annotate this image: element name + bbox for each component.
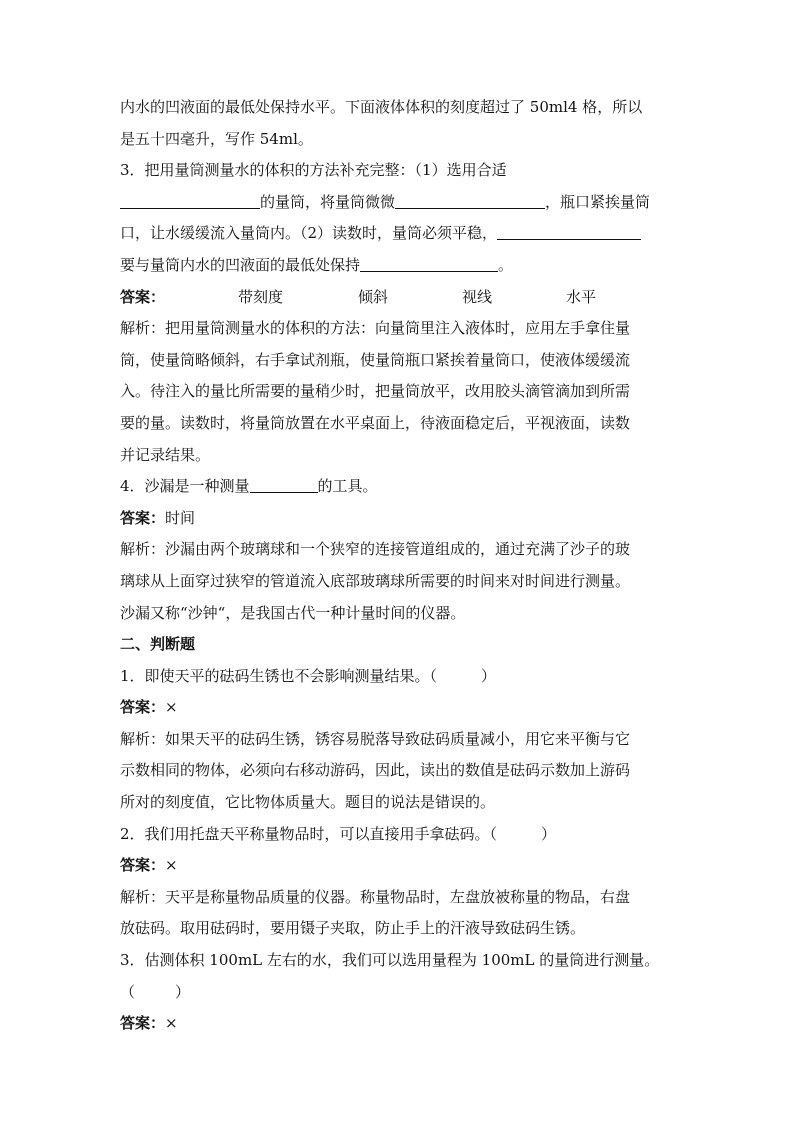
question-text: 要与量筒内水的凹液面的最低处保持 <box>120 255 361 274</box>
analysis-line: 入。待注入的量比所需要的量稍少时，把量筒放平，改用胶头滴管滴加到所需 <box>120 382 631 401</box>
answer-row <box>120 1008 680 1040</box>
question-text: 的工具。 <box>317 477 378 496</box>
answer-value: 水平 <box>566 287 597 306</box>
question-text: （ <box>120 982 136 1001</box>
question-text: 的量筒，将量筒微微 <box>260 192 396 211</box>
question-text: ，瓶口紧挨量筒 <box>545 192 651 211</box>
answer-value: 带刻度 <box>238 287 284 306</box>
answer-value: × <box>165 856 178 875</box>
answer-blank <box>360 253 498 272</box>
question-text: 。 <box>498 255 514 274</box>
question-text: ） <box>541 824 557 843</box>
answer-label: 答案： <box>120 287 166 306</box>
analysis-line: 解析：如果天平的砝码生锈，锈容易脱落导致砝码质量减小，用它来平衡与它 <box>120 729 631 748</box>
analysis-line: 解析：天平是称量物品质量的仪器。称量物品时，左盘放被称量的物品，右盘 <box>120 887 631 906</box>
answer-blank <box>497 221 641 240</box>
judgment-3-parens <box>120 977 680 1009</box>
judgment-3: 3．估测体积 100mL 左右的水，我们可以选用量程为 100mL 的量筒进行测量。 <box>120 951 660 970</box>
analysis-line: 筒，使量筒略倾斜，右手拿试剂瓶，使量筒瓶口紧挨着量筒口，使液体缓缓流 <box>120 350 631 369</box>
question-text: 1．即使天平的砝码生锈也不会影响测量结果。（ <box>120 666 438 685</box>
answer-blank <box>120 190 260 209</box>
question-3-line-1: 3．把用量筒测量水的体积的方法补充完整：（1）选用合适 <box>120 161 507 180</box>
question-3-line-4 <box>120 250 680 282</box>
analysis-line: 解析：把用量筒测量水的体积的方法：向量筒里注入液体时，应用左手拿住量 <box>120 319 631 338</box>
analysis-line: 示数相同的物体，必须向右移动游码，因此，读出的数值是砝码示数加上游码 <box>120 761 631 780</box>
question-3-line-3 <box>120 218 680 250</box>
answer-row <box>120 282 680 314</box>
question-3-line-2 <box>120 187 680 219</box>
answer-label: 答案： <box>120 1014 166 1033</box>
document-page <box>120 92 680 1040</box>
answer-blank <box>395 190 545 209</box>
answer-value: 视线 <box>462 287 493 306</box>
answer-value: × <box>165 698 178 717</box>
answer-label: 答案： <box>120 698 166 717</box>
analysis-line: 所对的刻度值，它比物体质量大。题目的说法是错误的。 <box>120 793 496 812</box>
analysis-line: 要的量。读数时，将量筒放置在水平桌面上，待液面稳定后，平视液面，读数 <box>120 413 631 432</box>
question-4 <box>120 471 680 503</box>
answer-value: 倾斜 <box>358 287 389 306</box>
question-text: 口，让水缓缓流入量筒内。（2）读数时，量筒必须平稳， <box>120 224 498 243</box>
answer-row <box>120 850 680 882</box>
question-text: 4．沙漏是一种测量 <box>120 477 250 496</box>
analysis-line: 璃球从上面穿过狭窄的管道流入底部玻璃球所需要的时间来对时间进行测量。 <box>120 571 631 590</box>
text-line: 内水的凹液面的最低处保持水平。下面液体体积的刻度超过了 50ml4 格，所以 <box>120 98 643 116</box>
answer-label: 答案： <box>120 856 166 875</box>
analysis-line: 解析：沙漏由两个玻璃球和一个狭窄的连接管道组成的，通过充满了沙子的玻 <box>120 540 631 559</box>
answer-row <box>120 503 680 535</box>
text-line: 是五十四毫升，写作 54ml。 <box>120 129 313 148</box>
question-text: ） <box>175 982 191 1001</box>
answer-label: 答案： <box>120 508 166 527</box>
section-title: 二、判断题 <box>120 635 196 654</box>
answer-value: × <box>165 1014 178 1033</box>
answer-blank <box>250 474 318 493</box>
question-text: ） <box>481 666 497 685</box>
answer-row <box>120 692 680 724</box>
answer-value: 时间 <box>165 508 196 527</box>
judgment-2 <box>120 819 680 851</box>
analysis-line: 并记录结果。 <box>120 445 211 464</box>
question-text: 2．我们用托盘天平称量物品时，可以直接用手拿砝码。（ <box>120 824 498 843</box>
analysis-line: 沙漏又称“沙钟“，是我国古代一种计量时间的仪器。 <box>120 603 466 622</box>
analysis-line: 放砝码。取用砝码时，要用镊子夹取，防止手上的汗液导致砝码生锈。 <box>120 919 586 938</box>
judgment-1 <box>120 661 680 693</box>
